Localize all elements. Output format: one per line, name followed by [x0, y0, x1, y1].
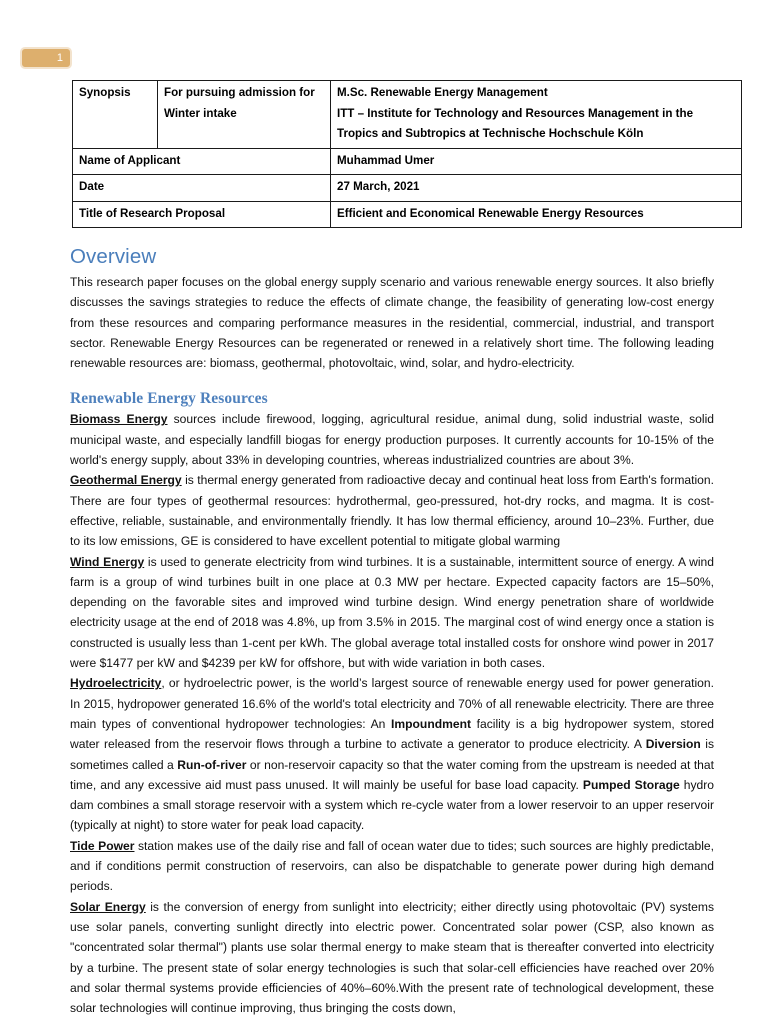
geothermal-term: Geothermal Energy: [70, 473, 182, 488]
impoundment-term: Impoundment: [391, 716, 471, 731]
biomass-text: sources include firewood, logging, agricultural residue, animal dung, solid industrial waste, solid municipal waste, and especially landfill biogas for energy production purposes. It currently accounts for 10-15% of the world's energy supply, about 33% in developing countries, whereas industrialized countries are about 3%.: [70, 412, 714, 468]
table-row: [73, 201, 742, 228]
page-number-label: 1: [56, 52, 63, 64]
applicant-label-cell: Name of Applicant: [73, 148, 331, 175]
diversion-term: Diversion: [645, 737, 701, 752]
proposal-title-label-cell: Title of Research Proposal: [73, 201, 331, 228]
hydroelectricity-term: Hydroelectricity: [70, 676, 162, 691]
table-row: [73, 175, 742, 202]
run-of-river-term: Run-of-river: [177, 757, 247, 772]
hydro-text-1: , or hydroelectric power, is the world’s largest source of renewable energy used for power generation. In 2015, hydropower generated 16.6% of the world's total electricity and 70% of all renewable electricity. There are three main types of conventional hydropower technologies: An: [70, 676, 714, 731]
document-body: [70, 80, 714, 1018]
institute-name: ITT – Institute for Technology and Resources Management in the Tropics and Subtropics at Technische Hochschule Köln: [337, 106, 694, 140]
overview-heading: Overview: [70, 245, 157, 268]
geothermal-paragraph: [70, 470, 714, 551]
program-name: M.Sc. Renewable Energy Management: [337, 86, 548, 99]
solar-text: is the conversion of energy from sunlight into electricity; either directly using photovoltaic (PV) systems use solar panels, converting sunlight directly into electric power. Concentrated solar power (CSP, also known as "concentrated solar thermal") plants use solar thermal energy to make steam that is thereafter converted into electricity by a turbine. The present state of solar energy technologies is such that solar-cell efficiencies have reached over 20% and solar thermal systems provide efficiencies of 40%–60%.With the present rate of technological development, these solar technologies will continue improving, thus bringing the costs down,: [70, 899, 714, 1016]
tide-power-term: Tide Power: [70, 838, 135, 853]
wind-term: Wind Energy: [70, 554, 145, 569]
wind-text: is used to generate electricity from wind turbines. It is a sustainable, intermittent source of energy. A wind farm is a group of wind turbines built in one place at 0.3 MW per hectare. Expected capacity factors are 15–50%, depending on the favorable sites and improved wind turbine design. Wind energy penetration share of worldwide electricity usage at the end of 2018 was 4.8%, up from 3.5% in 2015. The marginal cost of wind energy once a station is constructed is usually less than 1-cent per kWh. The global average total installed costs for onshore wind power in 2017 were $1477 per kW and $4239 per kW for offshore, but with wide variation in both cases.: [70, 554, 714, 671]
renewable-energy-resources-heading: Renewable Energy Resources: [70, 390, 268, 408]
hydro-text-3: is sometimes called a: [70, 737, 715, 772]
synopsis-label-cell: Synopsis: [73, 81, 158, 149]
overview-paragraph: This research paper focuses on the global energy supply scenario and various renewable energy sources. It also briefly discusses the savings strategies to reduce the effects of climate change, the feasibility of generating low-cost energy from these resources and comparing performance measures in the residential, commercial, industrial, and transport sector. Renewable Energy Resources can be regenerated or renewed in a relatively short time. The following leading renewable resources are: biomass, geothermal, photovoltaic, wind, solar, and hydro-electricity.: [70, 275, 714, 371]
solar-paragraph: [70, 897, 714, 1019]
biomass-paragraph: [70, 409, 714, 470]
synopsis-table: [72, 80, 742, 228]
synopsis-value-cell: [331, 81, 742, 149]
table-row: [73, 81, 742, 149]
page-number-badge: [20, 47, 72, 69]
pumped-storage-term: Pumped Storage: [582, 777, 680, 792]
solar-term: Solar Energy: [70, 899, 146, 914]
tide-power-text: station makes use of the daily rise and fall of ocean water due to tides; such sources are highly predictable, and if conditions permit construction of reservoirs, can also be dispatchable to generate power during high demand periods.: [70, 838, 714, 894]
synopsis-middle-cell: For pursuing admission for Winter intake: [158, 81, 331, 149]
applicant-value-cell: Muhammad Umer: [331, 148, 742, 175]
hydro-text-5: hydro dam combines a small storage reservoir with a system which re-cycle water from a lower reservoir to an upper reservoir (typically at night) to store water for peak load capacity.: [70, 777, 714, 833]
tide-power-paragraph: [70, 836, 714, 897]
hydroelectricity-paragraph: [70, 673, 714, 835]
proposal-title-value-cell: Efficient and Economical Renewable Energy Resources: [331, 201, 742, 228]
hydro-text-2: facility is a big hydropower system, stored water released from the reservoir flows through a turbine to activate a generator to produce electricity. A: [70, 716, 714, 752]
table-row: [73, 148, 742, 175]
date-label-cell: Date: [73, 175, 331, 202]
biomass-term: Biomass Energy: [70, 412, 168, 427]
geothermal-text: is thermal energy generated from radioactive decay and continual heat loss from Earth's formation. There are four types of geothermal resources: hydrothermal, geo-pressured, hot-dry rocks, and magma. It is cost-effective, reliable, sustainable, and environmentally friendly. It has low thermal efficiency, around 10–23%. Further, due to its low emissions, GE is considered to have excellent potential to mitigate global warming: [70, 473, 714, 549]
date-value-cell: 27 March, 2021: [331, 175, 742, 202]
hydro-text-4: or non-reservoir capacity so that the water coming from the upstream is needed at that time, and any excessive aid must pass unused. It will mainly be useful for base load capacity.: [70, 757, 714, 792]
wind-paragraph: [70, 552, 714, 674]
